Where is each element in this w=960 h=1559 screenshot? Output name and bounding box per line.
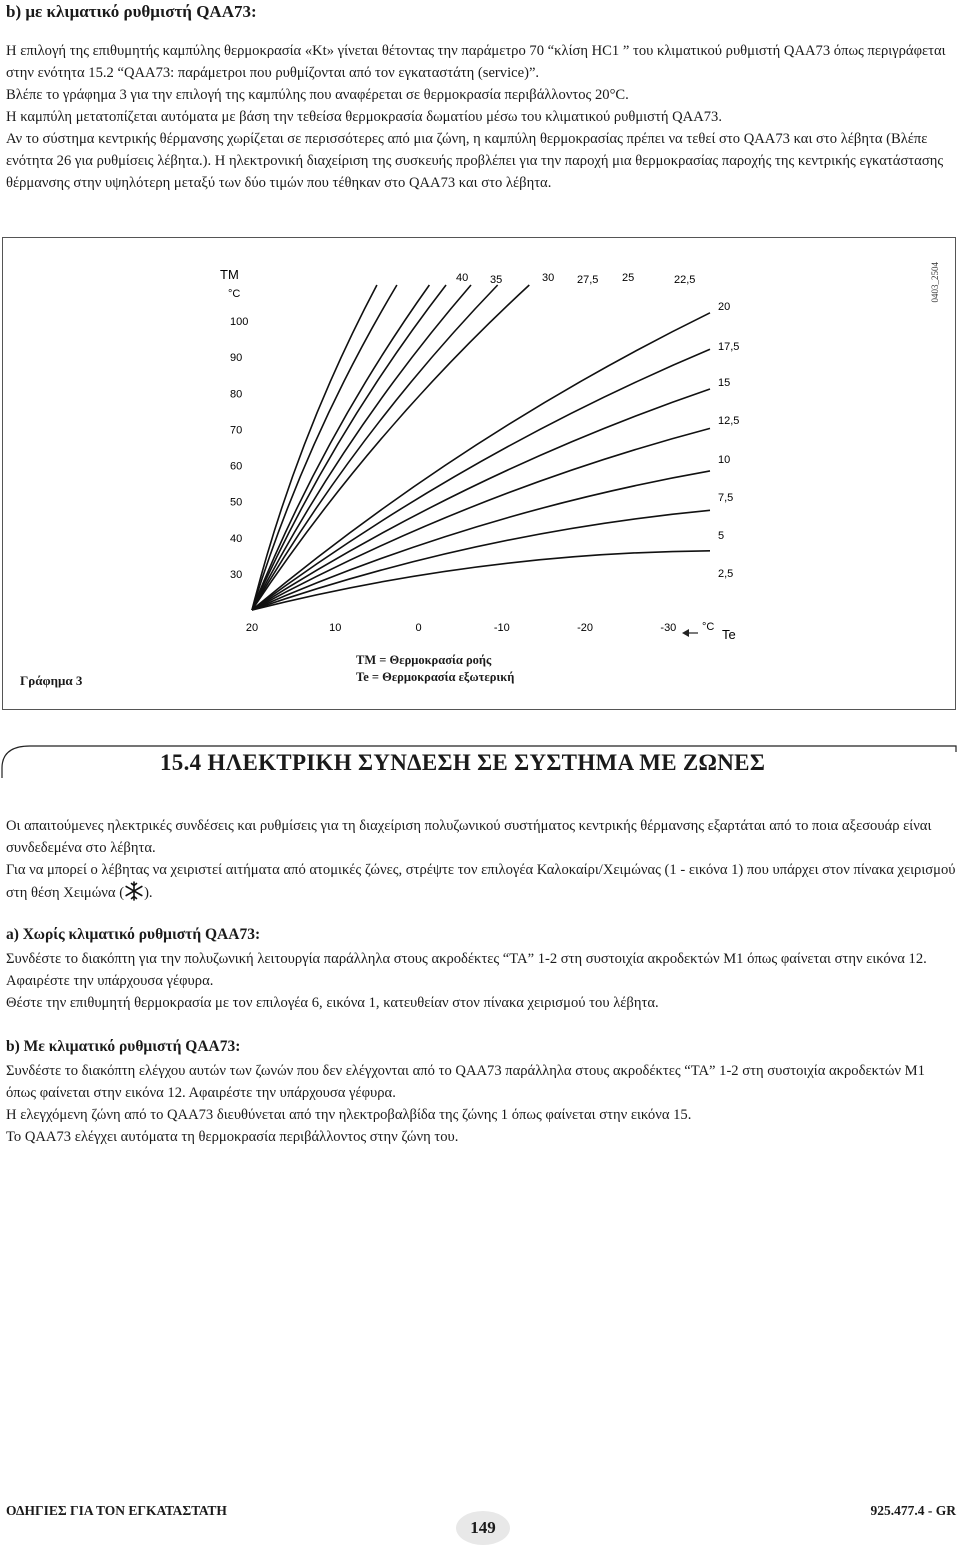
- paragraph: Η επιλογή της επιθυμητής καμπύλης θερμοκρασία «Kt» γίνεται θέτοντας την παράμετρο 70 “κλίση HC1 ” του κλιματικού ρυθμιστή QAA73 όπως περιγράφεται στην ενότητα 15.2 “QAA73: παράμετροι που ρυθμίζονται από τον εγκαταστάτη (service)”.: [6, 43, 946, 81]
- curve-20: [252, 285, 529, 610]
- section-intro: [6, 815, 956, 904]
- paragraph: Το QAA73 ελέγχει αυτόματα τη θερμοκρασία περιβάλλοντος στην ζώνη του.: [6, 1129, 459, 1145]
- footer-left: ΟΔΗΓΙΕΣ ΓΙΑ ΤΟΝ ΕΓΚΑΤΑΣΤΑΤΗ: [6, 1503, 227, 1518]
- curve-label: 25: [622, 272, 635, 284]
- paragraph: Συνδέστε το διακόπτη ελέγχου αυτών των ζωνών που δεν ελέγχονται από το QAA73 παράλληλα στους ακροδέκτες “TA” 1-2 στη συστοιχία ακροδεκτών M1 όπως φαίνεται στην εικόνα 12. Αφαιρέστε την υπάρχουσα γέφυρα.: [6, 1063, 925, 1101]
- y-tick-label: 50: [230, 496, 243, 509]
- winter-text-after: ).: [144, 885, 153, 901]
- figure-caption: Γράφημα 3: [20, 673, 83, 688]
- subheading-b: b) Με κλιματικό ρυθμιστή QAA73:: [6, 1038, 241, 1055]
- paragraph: Η ελεγχόμενη ζώνη από το QAA73 διευθύνεται από την ηλεκτροβαλβίδα της ζώνης 1 όπως φαίνεται στην εικόνα 15.: [6, 1107, 692, 1123]
- section-heading-b: b) με κλιματικό ρυθμιστή QAA73:: [6, 2, 257, 21]
- section-title: 15.4 ΗΛΕΚΤΡΙΚΗ ΣΥΝΔΕΣΗ ΣΕ ΣΥΣΤΗΜΑ ΜΕ ΖΩΝΕΣ: [160, 750, 766, 775]
- curve-15: [252, 349, 710, 610]
- x-axis-label: Te: [722, 627, 736, 642]
- curve-label: 27,5: [577, 274, 599, 286]
- winter-text-before: Για να μπορεί ο λέβητας να χειριστεί αιτήματα από ατομικές ζώνες, στρέψτε τον επιλογέα Καλοκαίρι/Χειμώνας (1 - εικόνα 1) που υπάρχει στον πίνακα χειρισμού στη θέση Χειμώνα (: [6, 862, 956, 901]
- x-tick-label: -20: [577, 622, 594, 634]
- figure-code: 0403_2504: [930, 262, 940, 303]
- y-tick-label: 40: [230, 532, 243, 545]
- curve-40: [252, 285, 377, 610]
- x-tick-label: -30: [660, 622, 677, 634]
- section-title-banner: [0, 738, 960, 788]
- curve-label: 17,5: [718, 341, 740, 353]
- curve-label: 40: [456, 272, 469, 284]
- curve-7-5: [252, 471, 710, 610]
- x-tick-label: -10: [493, 622, 510, 634]
- paragraph: Οι απαιτούμενες ηλεκτρικές συνδέσεις και ρυθμίσεις για τη διαχείριση πολυζωνικού συστήματος κεντρικής θέρμανσης εξαρτάται από το ποια αξεσουάρ είναι συνδεδεμένα στο λέβητα.: [6, 818, 932, 856]
- y-tick-label: 80: [230, 388, 243, 401]
- legend-item-te: Te = Θερμοκρασία εξωτερική: [356, 670, 515, 684]
- page-number: 149: [456, 1511, 510, 1545]
- y-tick-label: 90: [230, 352, 243, 365]
- subheading-a: a) Χωρίς κλιματικό ρυθμιστή QAA73:: [6, 926, 261, 943]
- curve-label: 10: [718, 454, 731, 466]
- paragraph: Βλέπε το γράφημα 3 για την επιλογή της καμπύλης που αναφέρεται σε θερμοκρασία περιβάλλοντος 20°C.: [6, 87, 629, 103]
- x-axis-unit: °C: [702, 621, 715, 633]
- paragraph: Αν το σύστημα κεντρικής θέρμανσης χωρίζεται σε περισσότερες από μια ζώνη, η καμπύλη θερμοκρασίας πρέπει να τεθεί στο QAA73 και στο λέβητα (Βλέπε ενότητα 26 για ρυθμίσεις λέβητα.). Η ηλεκτρονική διαχείριση της συσκευής προβλέπει για την παροχή μια θερμοκρασίας παροχής της κεντρικής εγκατάστασης θέρμανσης στην υψηλότερη μεταξύ των δύο τιμών που τέθηκαν στο QAA73 και στο λέβητα.: [6, 131, 944, 191]
- footer-right: 925.477.4 - GR: [870, 1503, 956, 1518]
- paragraph: Θέστε την επιθυμητή θερμοκρασία με τον επιλογέα 6, εικόνα 1, κατευθείαν στον πίνακα χειρισμού του λέβητα.: [6, 995, 659, 1011]
- x-tick-label: 10: [329, 622, 342, 634]
- snowflake-icon: [124, 881, 144, 901]
- paragraph: Η καμπύλη μετατοπίζεται αυτόματα με βάση την τεθείσα θερμοκρασία δωματίου μέσω του κλιματικού ρυθμιστή QAA73.: [6, 109, 722, 125]
- subsection-a-text: [6, 948, 956, 1014]
- curve-label: 22,5: [674, 274, 696, 286]
- x-tick-label: 20: [245, 622, 259, 634]
- curve-label: 12,5: [718, 415, 740, 427]
- y-tick-label: 30: [230, 568, 243, 581]
- curve-label: 30: [542, 272, 555, 284]
- paragraph: Συνδέστε το διακόπτη για την πολυζωνική λειτουργία παράλληλα στους ακροδέκτες “TA” 1-2 στη συστοιχία ακροδεκτών M1 όπως φαίνεται στην εικόνα 12. Αφαιρέστε την υπάρχουσα γέφυρα.: [6, 951, 927, 989]
- x-axis-arrow: [682, 629, 698, 637]
- y-axis-label: TM: [220, 267, 239, 282]
- figure-legend: [356, 652, 514, 686]
- curve-label: 7,5: [718, 492, 734, 504]
- heating-curve-chart: [200, 255, 760, 655]
- intro-paragraphs: [6, 40, 956, 194]
- curve-label: 20: [718, 301, 731, 313]
- curve-label: 5: [718, 530, 725, 542]
- curve-12-5: [252, 389, 710, 610]
- paragraph-winter: [6, 859, 956, 904]
- curve-2-5: [252, 551, 710, 610]
- x-tick-label: 0: [415, 622, 422, 634]
- subsection-b-text: [6, 1060, 956, 1148]
- legend-item-tm: TM = Θερμοκρασία ροής: [356, 653, 492, 667]
- curve-label: 2,5: [718, 568, 734, 580]
- y-tick-label: 100: [230, 316, 249, 329]
- y-tick-label: 70: [230, 424, 243, 437]
- curve-10: [252, 428, 710, 610]
- curve-label: 35: [490, 274, 503, 286]
- y-axis-unit: °C: [228, 288, 241, 300]
- curve-label: 15: [718, 377, 731, 389]
- y-tick-label: 60: [230, 460, 243, 473]
